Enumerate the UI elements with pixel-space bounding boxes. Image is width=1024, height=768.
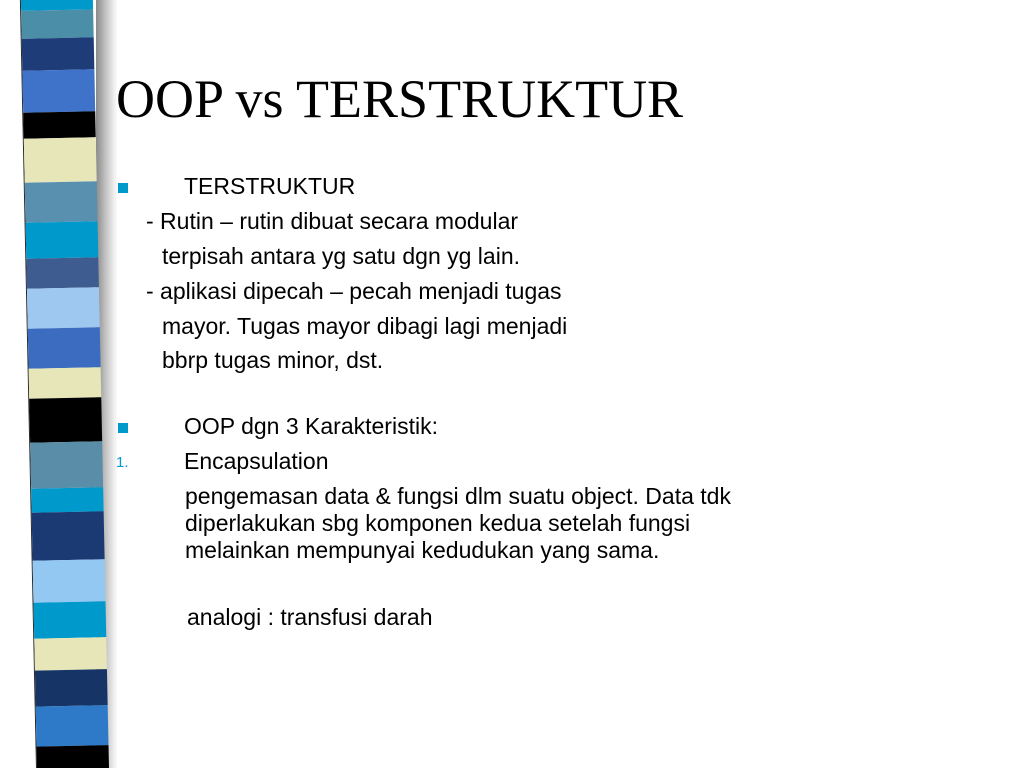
bullet-oop: OOP dgn 3 Karakteristik:: [184, 413, 438, 439]
stripe-segment: [27, 287, 100, 328]
stripe-segment: [32, 511, 105, 560]
stripe-segment: [37, 745, 110, 768]
stripe-segment: [33, 559, 106, 602]
terstruktur-line-3: - aplikasi dipecah – pecah menjadi tugas: [146, 278, 562, 304]
list-number-marker: 1.: [116, 454, 129, 471]
stripe-segment: [34, 637, 107, 671]
stripe-segment: [29, 367, 102, 399]
encapsulation-label: Encapsulation: [184, 448, 329, 474]
analogy-text: analogi : transfusi darah: [187, 604, 433, 630]
bullet-terstruktur: TERSTRUKTUR: [184, 173, 356, 199]
stripe-segment: [34, 601, 107, 638]
slide-title: OOP vs TERSTRUKTUR: [116, 69, 684, 129]
stripe-segment: [22, 37, 95, 71]
terstruktur-line-2: terpisah antara yg satu dgn yg lain.: [162, 243, 521, 269]
stripe-segment: [36, 705, 109, 746]
terstruktur-line-4: mayor. Tugas mayor dibagi lagi menjadi: [162, 313, 568, 339]
stripe-segment: [25, 181, 98, 222]
stripe-segment: [29, 397, 102, 442]
stripe-segment: [21, 9, 94, 39]
bullet-square-icon: [118, 423, 128, 433]
stripe-segment: [31, 487, 103, 513]
encapsulation-desc-line-1: pengemasan data & fungsi dlm suatu object. Data tdk: [185, 483, 731, 509]
terstruktur-line-1: - Rutin – rutin dibuat secara modular: [146, 208, 519, 234]
stripe-segment: [30, 441, 103, 488]
terstruktur-line-5: bbrp tugas minor, dst.: [162, 347, 384, 373]
stripe-segment: [23, 111, 96, 139]
encapsulation-desc-line-3: melainkan mempunyai kedudukan yang sama.: [185, 537, 660, 563]
stripe-segment: [22, 69, 95, 112]
stripe-segment: [26, 257, 99, 289]
stripe-segment: [35, 669, 108, 707]
encapsulation-desc-line-2: diperlakukan sbg komponen kedua setelah fungsi: [185, 510, 691, 536]
decorative-stripe: [0, 0, 118, 768]
stripe-segment: [28, 327, 101, 368]
bullet-square-icon: [118, 183, 128, 193]
stripe-segment: [24, 137, 97, 182]
stripe-segment: [26, 221, 99, 258]
stripe-segments: [20, 0, 110, 768]
